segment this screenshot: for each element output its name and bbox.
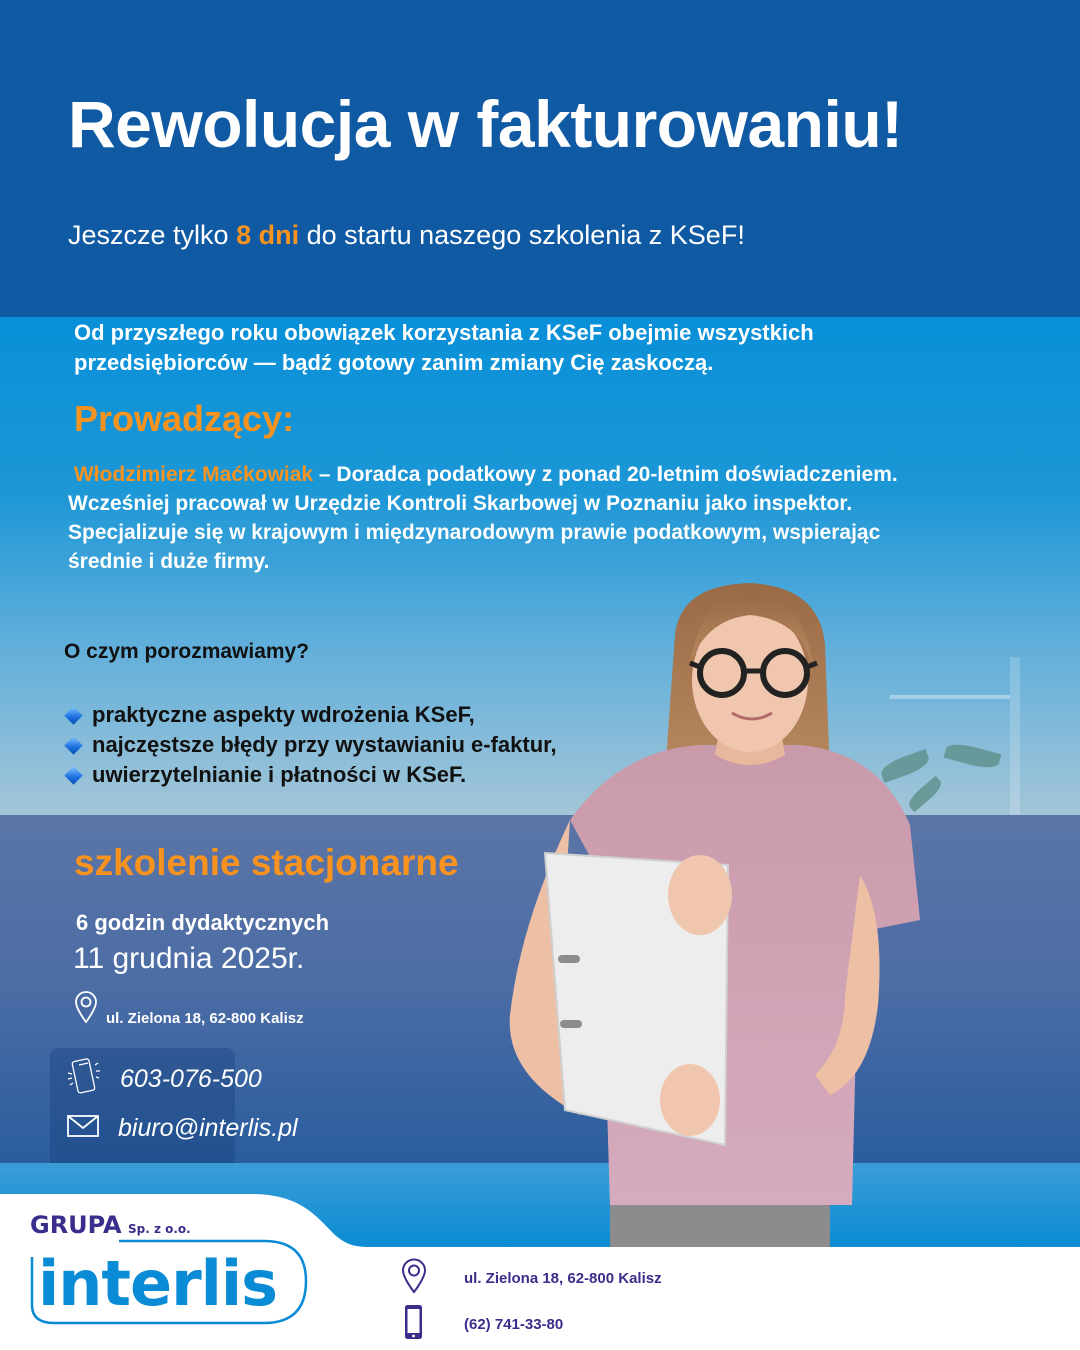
topics-list	[64, 700, 557, 790]
trainer-heading: Prowadzący:	[74, 398, 295, 439]
shelf-post-decor	[1010, 657, 1020, 815]
training-hours: 6 godzin dydaktycznych	[76, 910, 330, 935]
page-title: Rewolucja w fakturowaniu!	[68, 87, 903, 161]
topics-question: O czym porozmawiamy?	[64, 640, 310, 663]
map-pin-icon	[74, 990, 98, 1029]
training-format: szkolenie stacjonarne	[74, 842, 459, 883]
event-address	[74, 990, 304, 1029]
subtitle-post: do startu naszego szkolenia z KSeF!	[299, 220, 745, 250]
logo-main-text: interlis	[38, 1247, 278, 1320]
footer-phone[interactable]	[400, 1303, 563, 1346]
blue-diamond-bullet-icon	[64, 736, 82, 754]
interlis-logo	[24, 1205, 314, 1335]
smartphone-ringing-icon	[66, 1057, 102, 1102]
countdown-subtitle	[68, 220, 745, 251]
logo-suffix-text: Sp. z o.o.	[128, 1222, 191, 1236]
trainer-bio	[68, 460, 908, 576]
event-phone-text[interactable]: 603-076-500	[120, 1065, 262, 1093]
blue-diamond-bullet-icon	[64, 706, 82, 724]
topic-label: uwierzytelnianie i płatności w KSeF.	[92, 762, 467, 787]
map-pin-icon	[400, 1258, 428, 1299]
envelope-icon	[66, 1113, 102, 1144]
training-date: 11 grudnia 2025r.	[73, 942, 305, 975]
event-address-text: ul. Zielona 18, 62-800 Kalisz	[106, 1010, 304, 1027]
blue-diamond-bullet-icon	[64, 766, 82, 784]
topic-label: praktyczne aspekty wdrożenia KSeF,	[92, 702, 475, 727]
footer-address	[400, 1258, 662, 1299]
event-email-text[interactable]: biuro@interlis.pl	[118, 1114, 298, 1142]
woman-holding-binder-photo	[500, 575, 960, 1247]
footer-phone-text[interactable]: (62) 741-33-80	[464, 1316, 564, 1333]
trainer-name: Włodzimierz Maćkowiak	[73, 463, 314, 486]
event-phone[interactable]	[66, 1057, 262, 1102]
logo-grupa-text: GRUPA	[30, 1211, 122, 1239]
header-banner	[0, 0, 1080, 317]
subtitle-pre: Jeszcze tylko	[68, 220, 237, 250]
topic-label: najczęstsze błędy przy wystawianiu e-faktur,	[92, 732, 557, 757]
intro-paragraph: Od przyszłego roku obowiązek korzystania z KSeF obejmie wszystkich przedsiębiorców — bądź gotowy zanim zmiany Cię zaskoczą.	[74, 320, 814, 375]
days-left-highlight: 8 dni	[236, 220, 300, 250]
smartphone-icon	[400, 1303, 428, 1346]
footer-address-text: ul. Zielona 18, 62-800 Kalisz	[464, 1270, 662, 1287]
trainer-bio-text: – Doradca podatkowy z ponad 20-letnim doświadczeniem. Wcześniej pracował w Urzędzie Kontroli Skarbowej w Poznaniu jako inspektor. Specjalizuje się w krajowym i międzynarodowym prawie podatkowym, wspierając średnie i duże firmy.	[68, 463, 898, 573]
list-item	[64, 760, 557, 790]
list-item	[64, 700, 557, 730]
list-item	[64, 730, 557, 760]
event-email[interactable]	[66, 1113, 298, 1144]
